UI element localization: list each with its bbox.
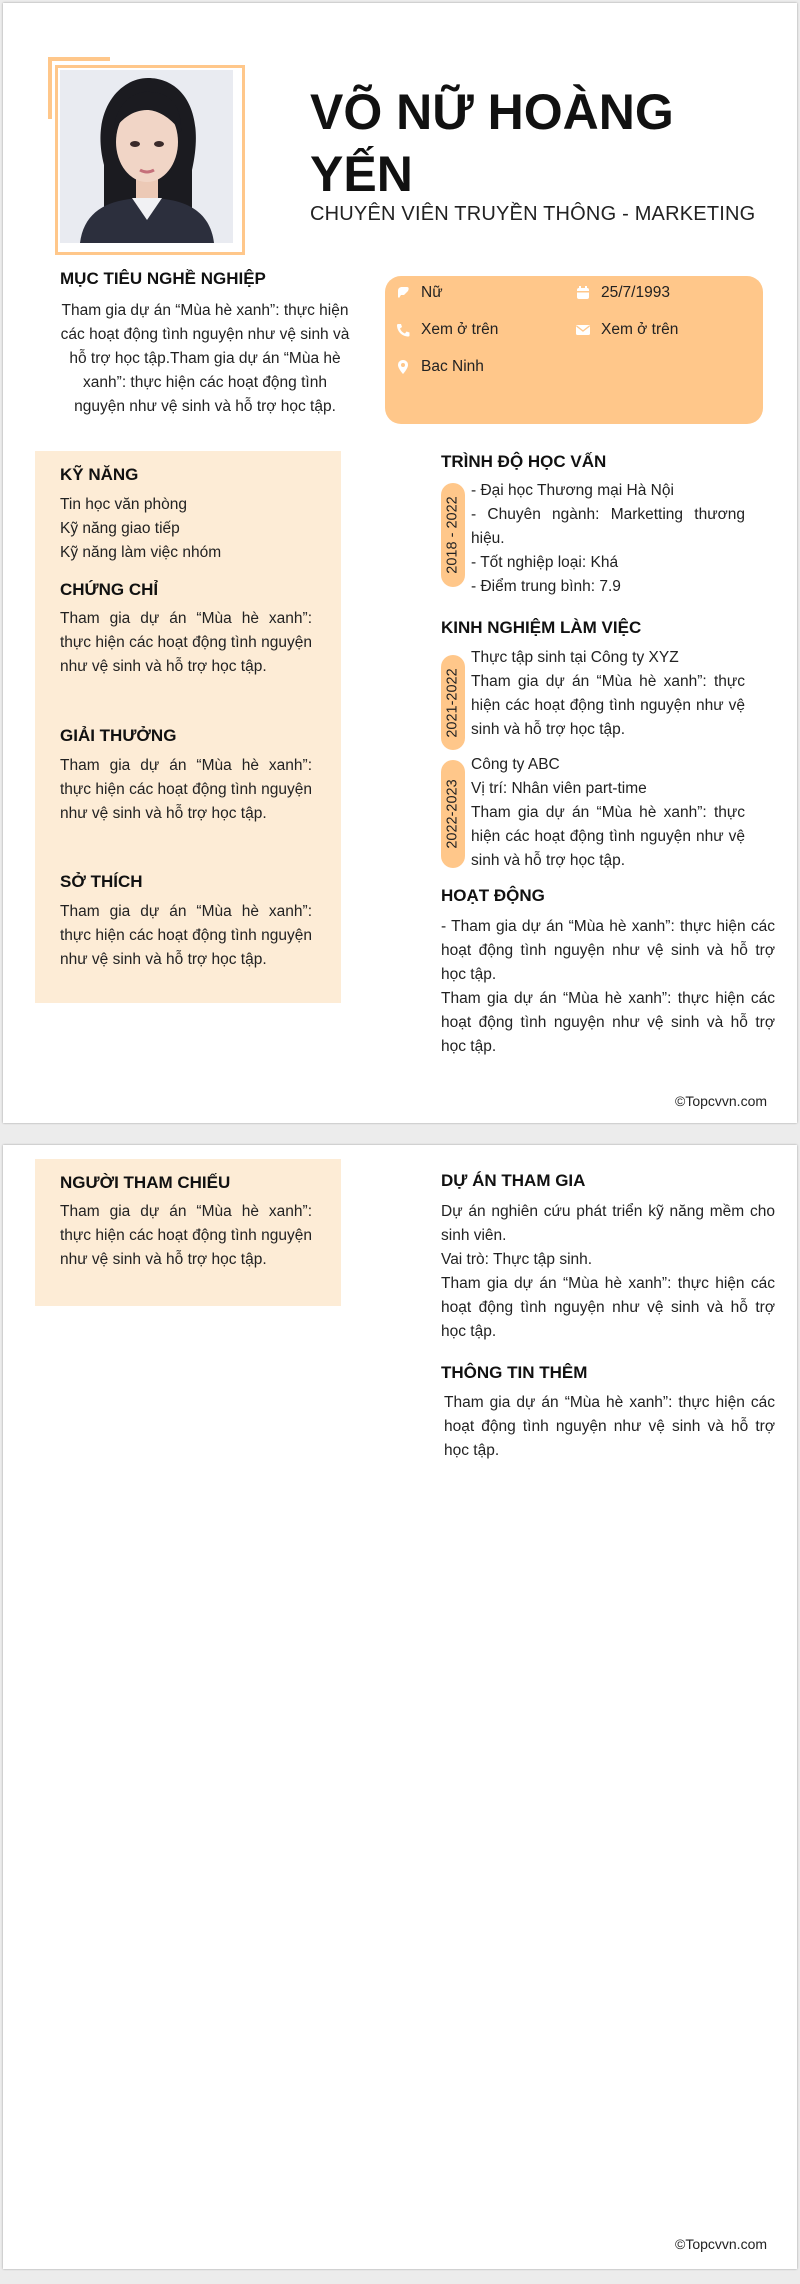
footer-credit: ©Topcvvn.com bbox=[675, 2236, 768, 2252]
experience-period: 2021-2022 bbox=[445, 667, 461, 738]
certificates-text: Tham gia dự án “Mùa hè xanh”: thực hiện các hoạt động tình nguyện như vệ sinh và hỗ trợ học tập. bbox=[60, 610, 312, 675]
contact-email bbox=[575, 321, 678, 339]
phone-icon bbox=[395, 322, 411, 338]
awards-heading: GIẢI THƯỞNG bbox=[60, 726, 177, 745]
activities-heading: HOẠT ĐỘNG bbox=[441, 886, 545, 905]
location-icon bbox=[395, 359, 411, 375]
activities-text bbox=[441, 915, 775, 1059]
mail-icon bbox=[575, 322, 591, 338]
candidate-name: VÕ NỮ HOÀNG YẾN bbox=[310, 84, 674, 202]
gender-value: Nữ bbox=[421, 284, 443, 301]
awards-text: Tham gia dự án “Mùa hè xanh”: thực hiện các hoạt động tình nguyện như vệ sinh và hỗ trợ học tập. bbox=[60, 757, 312, 822]
experience-period: 2022-2023 bbox=[445, 779, 461, 849]
contact-birthday bbox=[575, 284, 670, 302]
gender-icon bbox=[395, 285, 411, 301]
hobbies-text: Tham gia dự án “Mùa hè xanh”: thực hiện các hoạt động tình nguyện như vệ sinh và hỗ trợ học tập. bbox=[60, 903, 312, 968]
activity-line: - Tham gia dự án “Mùa hè xanh”: thực hiện các hoạt động tình nguyện như vệ sinh và hỗ trợ học tập. bbox=[441, 918, 775, 983]
references-heading: NGƯỜI THAM CHIẾU bbox=[60, 1173, 231, 1192]
cv-page-1 bbox=[3, 3, 797, 1123]
portrait-photo bbox=[60, 70, 233, 243]
skills-heading: KỸ NĂNG bbox=[60, 465, 139, 484]
education-line: - Đại học Thương mại Hà Nội bbox=[471, 482, 674, 499]
objective-text: Tham gia dự án “Mùa hè xanh”: thực hiện các hoạt động tình nguyện như vệ sinh và hỗ trợ học tập.Tham gia dự án “Mùa hè xanh”: thực hiện các hoạt động tình nguyện như vệ sinh và hỗ trợ học tập. bbox=[60, 302, 350, 415]
certificates-heading: CHỨNG CHỈ bbox=[60, 580, 159, 599]
experience-line: Công ty ABC bbox=[471, 756, 560, 773]
hobbies-heading: SỞ THÍCH bbox=[60, 872, 143, 891]
email-value: Xem ở trên bbox=[601, 321, 679, 338]
phone-value: Xem ở trên bbox=[421, 321, 499, 338]
education-heading: TRÌNH ĐỘ HỌC VẤN bbox=[441, 452, 607, 471]
project-line: Vai trò: Thực tập sinh. bbox=[441, 1251, 593, 1268]
skill-item: Kỹ năng làm việc nhóm bbox=[60, 544, 222, 561]
contact-gender bbox=[395, 284, 443, 302]
education-details bbox=[471, 479, 745, 599]
objective-heading: MỤC TIÊU NGHỀ NGHIỆP bbox=[60, 269, 266, 288]
education-period: 2018 - 2022 bbox=[445, 496, 461, 574]
more-info-heading: THÔNG TIN THÊM bbox=[441, 1363, 588, 1382]
address-value: Bac Ninh bbox=[421, 358, 484, 375]
contact-phone bbox=[395, 321, 498, 339]
calendar-icon bbox=[575, 285, 591, 301]
education-period-badge bbox=[441, 483, 465, 587]
experience-heading: KINH NGHIỆM LÀM VIỆC bbox=[441, 618, 642, 637]
cv-page-2 bbox=[3, 1145, 797, 2269]
birthday-value: 25/7/1993 bbox=[601, 284, 670, 301]
experience-line: Vị trí: Nhân viên part-time bbox=[471, 780, 647, 797]
contact-address bbox=[395, 358, 484, 376]
experience-period-badge bbox=[441, 760, 465, 868]
education-line: - Điểm trung bình: 7.9 bbox=[471, 578, 621, 595]
experience-item bbox=[471, 753, 745, 873]
education-line: - Chuyên ngành: Marketting thương hiệu. bbox=[471, 506, 745, 547]
job-title: CHUYÊN VIÊN TRUYỀN THÔNG - MARKETING bbox=[310, 203, 756, 225]
skill-item: Kỹ năng giao tiếp bbox=[60, 520, 180, 537]
experience-period-badge bbox=[441, 655, 465, 750]
experience-item bbox=[471, 646, 745, 742]
project-line: Tham gia dự án “Mùa hè xanh”: thực hiện các hoạt động tình nguyện như vệ sinh và hỗ trợ học tập. bbox=[441, 1275, 775, 1340]
skills-list bbox=[60, 493, 320, 565]
references-text: Tham gia dự án “Mùa hè xanh”: thực hiện các hoạt động tình nguyện như vệ sinh và hỗ trợ học tập. bbox=[60, 1203, 312, 1268]
more-info-text: Tham gia dự án “Mùa hè xanh”: thực hiện các hoạt động tình nguyện như vệ sinh và hỗ trợ học tập. bbox=[444, 1394, 775, 1459]
experience-line: Tham gia dự án “Mùa hè xanh”: thực hiện các hoạt động tình nguyện như vệ sinh và hỗ trợ học tập. bbox=[471, 804, 745, 869]
education-line: - Tốt nghiệp loại: Khá bbox=[471, 554, 619, 571]
experience-line: Thực tập sinh tại Công ty XYZ bbox=[471, 649, 679, 666]
activity-line: Tham gia dự án “Mùa hè xanh”: thực hiện các hoạt động tình nguyện như vệ sinh và hỗ trợ học tập. bbox=[441, 990, 775, 1055]
projects-text bbox=[441, 1200, 775, 1344]
project-line: Dự án nghiên cứu phát triển kỹ năng mềm cho sinh viên. bbox=[441, 1203, 775, 1244]
projects-heading: DỰ ÁN THAM GIA bbox=[441, 1171, 586, 1190]
footer-credit: ©Topcvvn.com bbox=[675, 1093, 768, 1109]
skill-item: Tin học văn phòng bbox=[60, 496, 187, 513]
avatar bbox=[60, 70, 233, 243]
contact-box bbox=[385, 276, 763, 424]
experience-line: Tham gia dự án “Mùa hè xanh”: thực hiện các hoạt động tình nguyện như vệ sinh và hỗ trợ học tập. bbox=[471, 673, 745, 738]
